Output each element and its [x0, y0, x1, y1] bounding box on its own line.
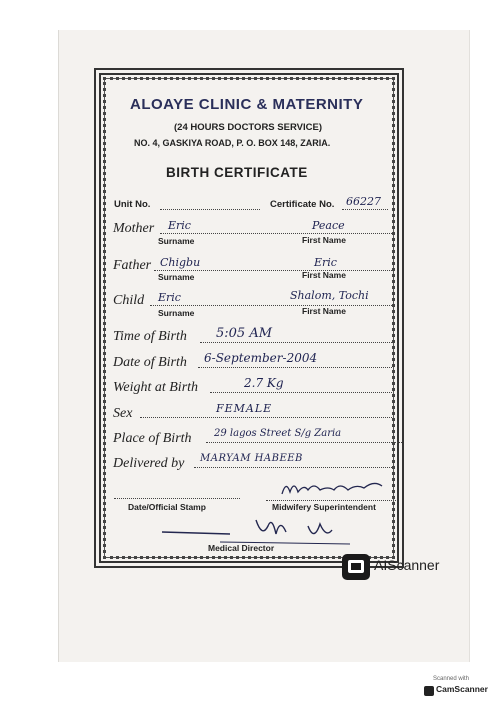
place-of-birth-label: Place of Birth [113, 431, 192, 446]
mother-first-name: Peace [312, 219, 345, 232]
scanned-with-text: Scanned with [433, 676, 470, 682]
weight-value: 2.7 Kg [244, 376, 284, 390]
sex-line [140, 417, 392, 418]
place-of-birth-line [206, 442, 402, 443]
service-line: (24 HOURS DOCTORS SERVICE) [174, 122, 322, 133]
sex-label: Sex [113, 406, 133, 421]
father-surname-caption: Surname [158, 272, 195, 282]
unit-label: Unit No. [114, 199, 151, 210]
father-label: Father [113, 258, 152, 273]
mother-surname-caption: Surname [158, 236, 195, 246]
address-line: NO. 4, GASKIYA ROAD, P. O. BOX 148, ZARIA. [134, 138, 331, 148]
mother-surname: Eric [168, 219, 191, 232]
midwife-line [266, 500, 396, 501]
certificate-label: Certificate No. [270, 199, 335, 210]
certificate-line [342, 209, 388, 210]
scanner-app-icon [342, 554, 370, 580]
time-of-birth-value: 5:05 AM [216, 326, 273, 341]
date-of-birth-value: 6-September-2004 [204, 351, 318, 365]
father-first-name-caption: First Name [302, 270, 346, 280]
child-label: Child [113, 293, 145, 308]
time-of-birth-label: Time of Birth [113, 329, 187, 344]
place-of-birth-value: 29 lagos Street S/g Zaria [214, 428, 342, 439]
camscanner-watermark: CamScanner [436, 684, 488, 694]
mother-line [160, 233, 392, 234]
unit-line [160, 209, 260, 210]
certificate-title: BIRTH CERTIFICATE [166, 165, 308, 180]
child-surname: Eric [158, 291, 181, 304]
delivered-by-label: Delivered by [113, 456, 185, 471]
camscanner-logo-icon [424, 686, 434, 696]
date-of-birth-label: Date of Birth [113, 355, 187, 370]
father-surname: Chigbu [160, 256, 201, 269]
stamp-caption: Date/Official Stamp [128, 502, 206, 512]
stamp-line [114, 498, 240, 499]
mother-first-name-caption: First Name [302, 235, 346, 245]
midwife-caption: Midwifery Superintendent [272, 502, 376, 512]
time-of-birth-line [200, 342, 392, 343]
aiscanner-watermark: AIScanner [374, 557, 440, 573]
date-of-birth-line [198, 367, 392, 368]
child-first-name-caption: First Name [302, 306, 346, 316]
certificate-number: 66227 [346, 195, 381, 208]
sex-value: FEMALE [216, 402, 273, 415]
mother-label: Mother [113, 221, 155, 236]
director-caption: Medical Director [208, 543, 275, 553]
weight-line [210, 392, 392, 393]
father-line [154, 270, 392, 271]
delivered-by-value: MARYAM HABEEB [200, 453, 303, 464]
child-first-name: Shalom, Tochi [290, 289, 369, 302]
father-first-name: Eric [314, 256, 337, 269]
clinic-name: ALOAYE CLINIC & MATERNITY [130, 96, 364, 113]
child-surname-caption: Surname [158, 308, 195, 318]
weight-label: Weight at Birth [113, 380, 199, 395]
midwife-signature [278, 476, 388, 500]
child-line [150, 305, 392, 306]
delivered-by-line [194, 467, 392, 468]
